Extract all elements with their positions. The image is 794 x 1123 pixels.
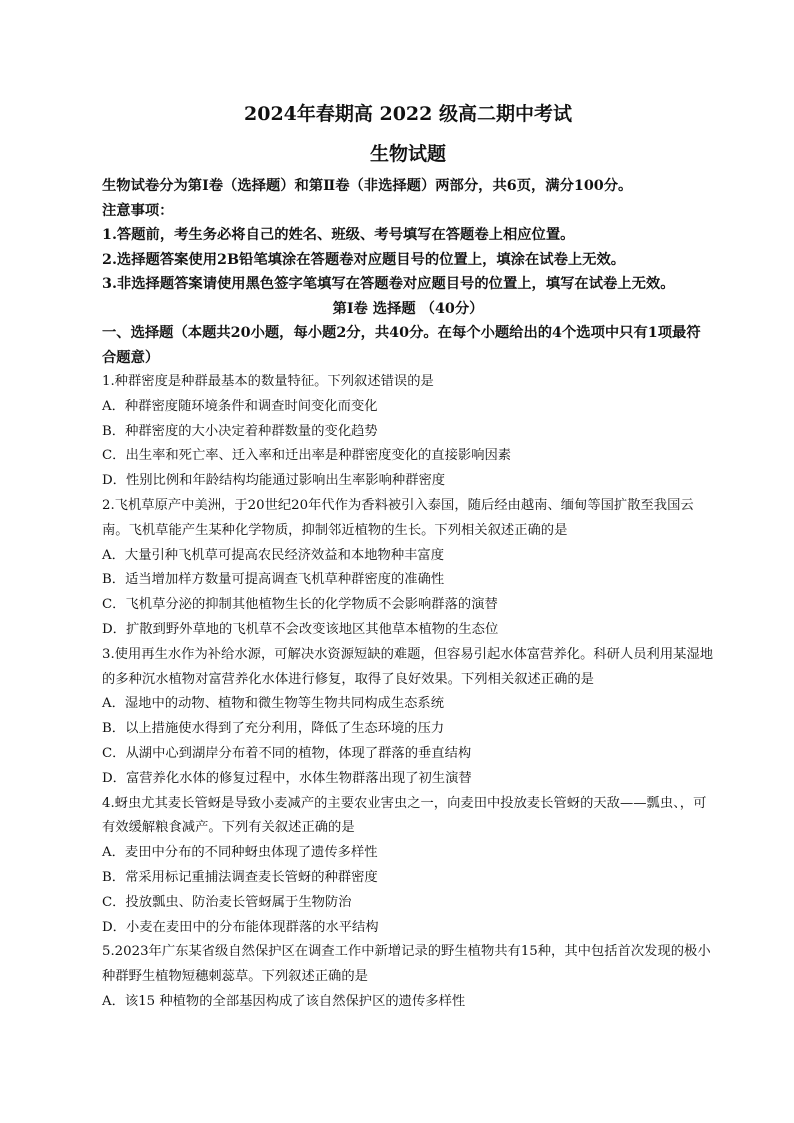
exam-title: 2024年春期高 2022 级高二期中考试 xyxy=(244,103,572,125)
option-b: B．以上措施使水得到了充分利用，降低了生态环境的压力 xyxy=(102,721,445,737)
question-3 xyxy=(102,643,714,792)
option-c: C．投放瓢虫、防治麦长管蚜属于生物防治 xyxy=(102,894,352,910)
question-4 xyxy=(102,792,714,941)
option-d: D．性别比例和年龄结构均能通过影响出生率影响种群密度 xyxy=(102,473,446,489)
notice-item: 3.非选择题答案请使用黑色签字笔填写在答题卷对应题目号的位置上，填写在试卷上无效。 xyxy=(102,276,675,292)
question-2 xyxy=(102,494,714,643)
option-a: A．该15 种植物的全部基因构成了该自然保护区的遗传多样性 xyxy=(102,993,466,1009)
question-5 xyxy=(102,940,714,1014)
option-c: C．从湖中心到湖岸分布着不同的植物，体现了群落的垂直结构 xyxy=(102,745,472,761)
question-stem: 1.种群密度是种群最基本的数量特征。下列叙述错误的是 xyxy=(102,374,434,389)
option-a: A．麦田中分布的不同种蚜虫体现了遗传多样性 xyxy=(102,845,378,861)
question-stem: 3.使用再生水作为补给水源，可解决水资源短缺的难题，但容易引起水体富营养化。科研人员利用某湿地的多种沉水植物对富营养化水体进行修复，取得了良好效果。下列相关叙述正确的是 xyxy=(102,646,714,687)
option-c: C．飞机草分泌的抑制其他植物生长的化学物质不会影响群落的演替 xyxy=(102,597,498,613)
notice-item: 2.选择题答案使用2B铅笔填涂在答题卷对应题目号的位置上，填涂在试卷上无效。 xyxy=(102,251,626,268)
question-stem: 4.蚜虫尤其麦长管蚜是导致小麦减产的主要农业害虫之一，向麦田中投放麦长管蚜的天敌——瓢虫、，可有效缓解粮食减产。下列有关叙述正确的是 xyxy=(102,795,707,836)
option-b: B．适当增加样方数量可提高调查飞机草种群密度的准确性 xyxy=(102,572,445,588)
option-a: A．种群密度随环境条件和调查时间变化而变化 xyxy=(102,398,378,414)
option-a: A．湿地中的动物、植物和微生物等生物共同构成生态系统 xyxy=(102,696,445,712)
question-1 xyxy=(102,370,714,494)
notice-item: 1.答题前，考生务必将自己的姓名、班级、考号填写在答题卷上相应位置。 xyxy=(102,227,575,243)
section-title: 第Ⅰ卷 选择题 （40分） xyxy=(332,300,484,317)
option-d: D．富营养化水体的修复过程中，水体生物群落出现了初生演替 xyxy=(102,770,472,786)
option-d: D．扩散到野外草地的飞机草不会改变该地区其他草本植物的生态位 xyxy=(102,621,499,637)
option-b: B．种群密度的大小决定着种群数量的变化趋势 xyxy=(102,423,378,439)
option-a: A．大量引种飞机草可提高农民经济效益和本地物种丰富度 xyxy=(102,547,445,563)
option-c: C．出生率和死亡率、迁入率和迁出率是种群密度变化的直接影响因素 xyxy=(102,448,512,464)
question-stem: 5.2023年广东某省级自然保护区在调查工作中新增记录的野生植物共有15种，其中包括首次发现的极小种群野生植物短穗刺蕊草。下列叙述正确的是 xyxy=(102,944,711,985)
option-d: D．小麦在麦田中的分布能体现群落的水平结构 xyxy=(102,919,379,935)
exam-subject: 生物试题 xyxy=(369,143,446,165)
exam-info: 生物试卷分为第Ⅰ卷（选择题）和第Ⅱ卷（非选择题）两部分，共6页，满分100分。 xyxy=(102,178,633,194)
section-intro: 一、选择题（本题共20小题，每小题2分，共40分。在每个小题给出的4个选项中只有1项最符合题意） xyxy=(102,325,701,366)
option-b: B．常采用标记重捕法调查麦长管蚜的种群密度 xyxy=(102,869,378,885)
question-stem: 2.飞机草原产中美洲，于20世纪20年代作为香料被引入泰国，随后经由越南、缅甸等国扩散至我国云南。飞机草能产生某种化学物质，抑制邻近植物的生长。下列相关叙述正确的是 xyxy=(102,497,694,538)
notice-title: 注意事项： xyxy=(102,202,174,219)
